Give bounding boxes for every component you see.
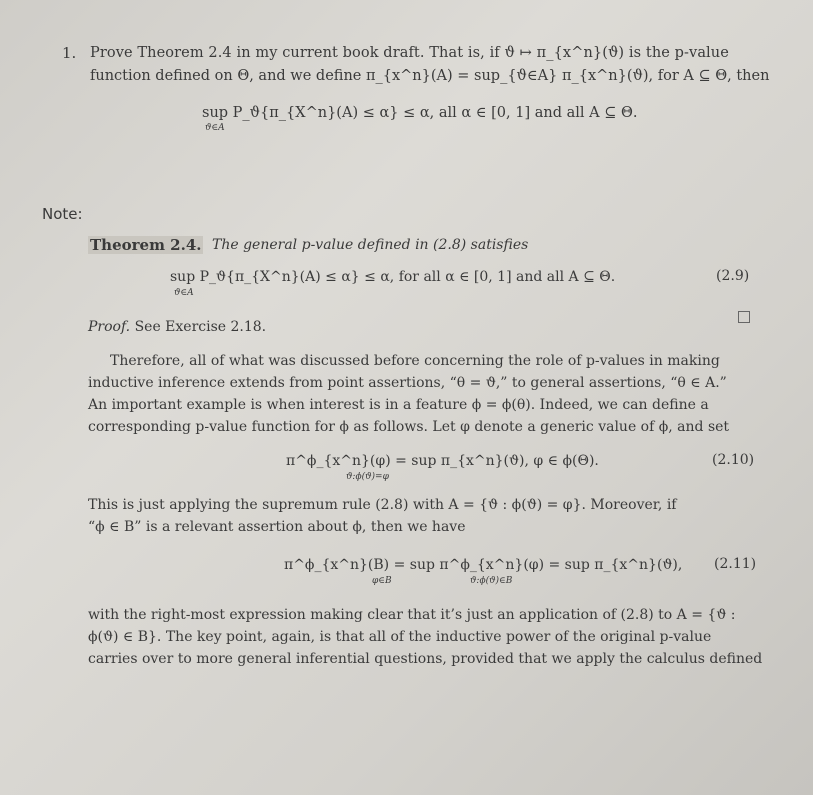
paragraph1-line-4: corresponding p-value function for ϕ as follows. Let φ denote a generic value of ϕ, and set [88, 419, 730, 435]
exercise-display-subscript: ϑ∈A [205, 123, 225, 133]
paragraph1-line-2: inductive inference extends from point assertions, “θ = ϑ,” to general assertions, “θ ∈ A.” [88, 375, 727, 391]
proof-label: Proof. [88, 319, 131, 335]
exercise-display-equation: sup P_ϑ{π_{X^n}(A) ≤ α} ≤ α, all α ∈ [0, 1] and all A ⊆ Θ. [202, 105, 638, 121]
exercise-line-2: function defined on Θ, and we define π_{x^n}(A) = sup_{ϑ∈A} π_{x^n}(ϑ), for A ⊆ Θ, then [90, 68, 770, 84]
equation-2-11-subscript-2: ϑ:ϕ(ϑ)∈B [470, 576, 513, 586]
equation-2-11-subscript-1: φ∈B [372, 576, 392, 586]
theorem-statement: The general p-value defined in (2.8) satisfies [212, 237, 529, 253]
equation-number-2-9: (2.9) [716, 268, 750, 284]
theorem-display-equation: sup P_ϑ{π_{X^n}(A) ≤ α} ≤ α, for all α ∈ [0, 1] and all A ⊆ Θ. [170, 269, 616, 285]
paragraph1-line-3: An important example is when interest is in a feature ϕ = ϕ(θ). Indeed, we can define a [88, 397, 709, 413]
paragraph3-line-3: carries over to more general inferential questions, provided that we apply the calculus defined [88, 651, 763, 667]
theorem-display-subscript: ϑ∈A [174, 288, 194, 298]
paragraph1-line-1: Therefore, all of what was discussed before concerning the role of p-values in making [110, 353, 720, 369]
theorem-heading [88, 236, 203, 254]
note-label: Note: [42, 205, 83, 223]
paragraph2-line-2: “ϕ ∈ B” is a relevant assertion about ϕ, then we have [88, 519, 466, 535]
paragraph3-line-2: ϕ(ϑ) ∈ B}. The key point, again, is that all of the inductive power of the original p-value [88, 629, 712, 645]
paragraph2-line-1: This is just applying the supremum rule (2.8) with A = {ϑ : ϕ(ϑ) = φ}. Moreover, if [88, 497, 677, 513]
paragraph3-line-1: with the right-most expression making clear that it’s just an application of (2.8) to A = {ϑ : [88, 607, 736, 623]
proof-text: See Exercise 2.18. [134, 319, 267, 335]
proof-line [88, 318, 266, 336]
qed-box-icon [738, 311, 750, 323]
equation-number-2-11: (2.11) [714, 556, 757, 572]
exercise-line-1: Prove Theorem 2.4 in my current book draft. That is, if ϑ ↦ π_{x^n}(ϑ) is the p-value [90, 45, 729, 61]
equation-2-10-subscript: ϑ:ϕ(ϑ)=φ [346, 472, 389, 482]
theorem-heading-text: Theorem 2.4. [90, 236, 202, 254]
equation-number-2-10: (2.10) [712, 452, 755, 468]
equation-2-11: π^ϕ_{x^n}(B) = sup π^ϕ_{x^n}(φ) = sup π_{x^n}(ϑ), [284, 557, 683, 573]
exercise-number: 1. [62, 44, 77, 62]
equation-2-10: π^ϕ_{x^n}(φ) = sup π_{x^n}(ϑ), φ ∈ ϕ(Θ). [286, 453, 599, 469]
